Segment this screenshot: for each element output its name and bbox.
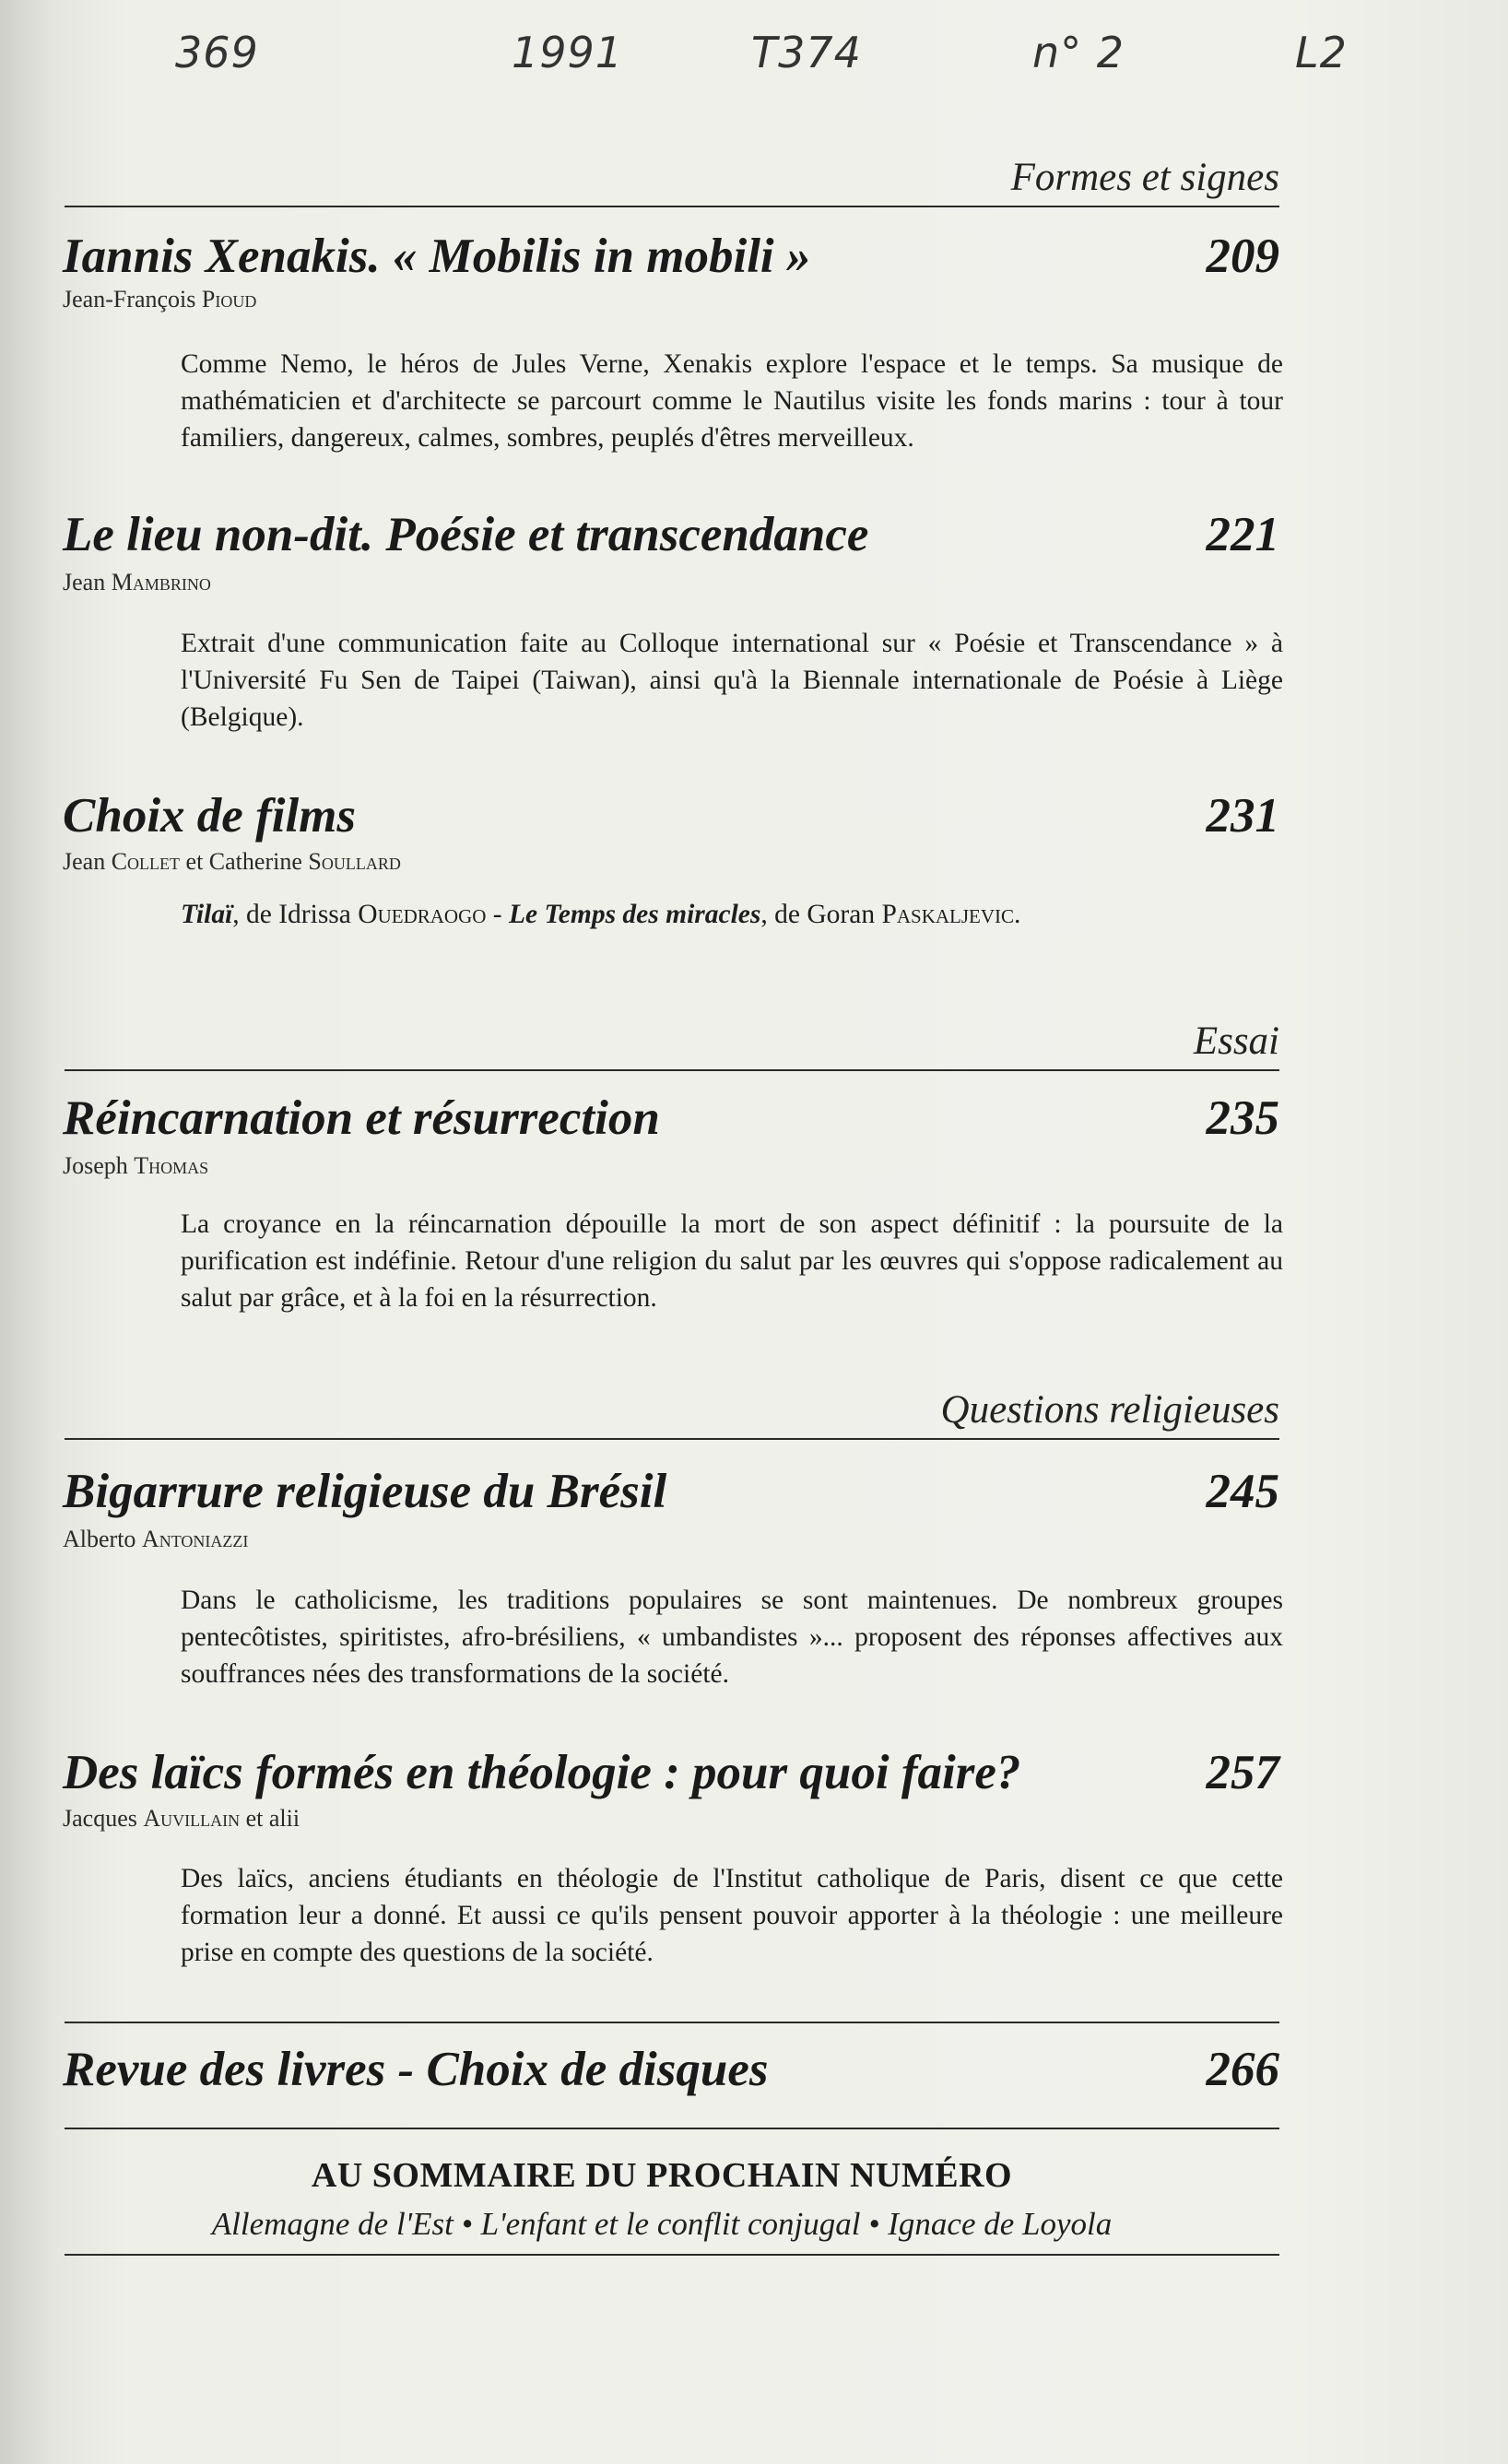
entry-page-number: 235 (1206, 1091, 1279, 1145)
entry-page-number: 231 (1206, 789, 1279, 843)
section-rule (65, 2254, 1279, 2256)
section-label-essai: Essai (1193, 1020, 1279, 1063)
handwritten-note-5: L2 (1295, 28, 1348, 77)
next-issue-heading: AU SOMMAIRE DU PROCHAIN NUMÉRO (311, 2156, 1013, 2195)
entry-author: Alberto Antoniazzi (63, 1526, 249, 1552)
entry-page-number: 245 (1206, 1465, 1279, 1518)
entry-title: Des laïcs formés en théologie : pour quoi faire? (63, 1746, 1021, 1799)
entry-title: Réincarnation et résurrection (63, 1091, 660, 1145)
entry-title: Le lieu non-dit. Poésie et transcendance (63, 508, 869, 561)
section-rule (65, 1438, 1279, 1440)
entry-author: Jean Mambrino (63, 569, 211, 595)
entry-abstract: Dans le catholicisme, les traditions populaires se sont maintenues. De nombreux groupes pentecôtistes, spiritistes, afro-brésiliens, « umbandistes »... proposent des réponses affectives aux souffrances nées des transformations de la société. (181, 1586, 1283, 1689)
section-rule (65, 206, 1279, 207)
entry-title: Bigarrure religieuse du Brésil (63, 1465, 667, 1518)
section-rule (65, 2022, 1279, 2023)
handwritten-note-4: n° 2 (1032, 28, 1125, 77)
entry-title: Revue des livres - Choix de disques (63, 2043, 769, 2096)
entry-author: Jean-François Pioud (63, 286, 257, 312)
next-issue-topics: Allemagne de l'Est • L'enfant et le conflit conjugal • Ignace de Loyola (211, 2206, 1113, 2242)
entry-page-number: 257 (1206, 1746, 1279, 1799)
section-rule (65, 1069, 1279, 1071)
entry-abstract: La croyance en la réincarnation dépouille la mort de son aspect définitif : la poursuite de la purification est indéfinie. Retour d'une religion du salut par les œuvres qui s'oppose radicalement au salut par grâce, et à la foi en la résurrection. (181, 1209, 1283, 1313)
handwritten-note-3: T374 (751, 28, 862, 77)
entry-abstract: Des laïcs, anciens étudiants en théologie de l'Institut catholique de Paris, disent ce que cette formation leur a donné. Et aussi ce qu'ils pensent pouvoir apporter à la théologie : une meilleure prise en compte des questions de la société. (181, 1864, 1283, 1967)
entry-page-number: 221 (1206, 508, 1279, 561)
entry-abstract: Extrait d'une communication faite au Colloque international sur « Poésie et Transcendance » à l'Université Fu Sen de Taipei (Taiwan), ainsi qu'à la Biennale internationale de Poésie à Liège (Belgique). (181, 629, 1283, 732)
entry-page-number: 266 (1206, 2043, 1279, 2096)
handwritten-note-1: 369 (175, 28, 259, 77)
entry-author: Jacques Auvillain et alii (63, 1805, 300, 1832)
entry-films-list: Tilaï, de Idrissa Ouedraogo - Le Temps des miracles, de Goran Paskaljevic. (181, 900, 1021, 929)
entry-author: Joseph Thomas (63, 1152, 209, 1179)
section-rule (65, 2128, 1279, 2129)
entry-page-number: 209 (1206, 230, 1279, 283)
entry-title: Choix de films (63, 789, 357, 843)
entry-abstract: Comme Nemo, le héros de Jules Verne, Xenakis explore l'espace et le temps. Sa musique de mathématicien et d'architecte se parcourt comme le Nautilus visite les fonds marins : tour à tour familiers, dangereux, calmes, sombres, peuplés d'êtres merveilleux. (181, 349, 1283, 453)
section-label-formes: Formes et signes (1010, 156, 1279, 199)
entry-author: Jean Collet et Catherine Soullard (63, 848, 401, 875)
section-label-questions: Questions religieuses (940, 1388, 1279, 1432)
handwritten-note-2: 1991 (512, 28, 624, 77)
entry-title: Iannis Xenakis. « Mobilis in mobili » (63, 230, 811, 283)
